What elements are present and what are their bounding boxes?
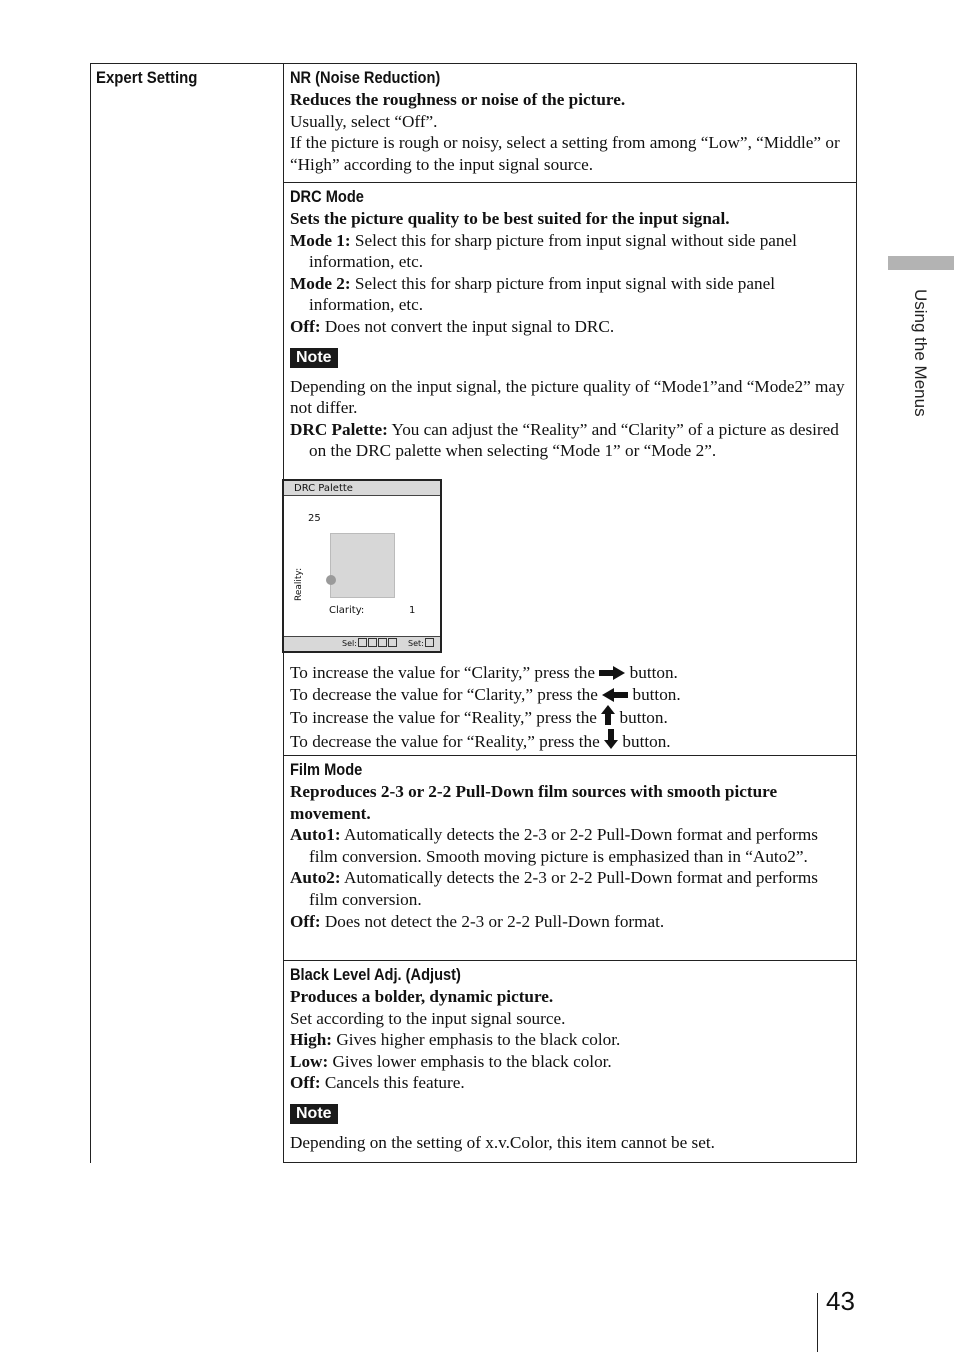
- dec-reality-text: To decrease the value for “Reality,” press the: [290, 731, 605, 751]
- right-key-icon: [388, 638, 397, 647]
- film-lead: Reproduces 2-3 or 2-2 Pull-Down film sources with smooth picture movement.: [290, 782, 778, 823]
- nr-heading: NR (Noise Reduction): [290, 68, 441, 87]
- clarity-axis-label: Clarity:: [329, 605, 365, 616]
- black-low: [290, 1051, 850, 1073]
- film-auto2: [290, 867, 850, 910]
- button-word: button.: [615, 708, 668, 728]
- table-right-border: [856, 63, 857, 1163]
- clarity-value: 1: [409, 605, 416, 616]
- palette-area: [330, 533, 395, 598]
- right-arrow-icon: [599, 666, 625, 680]
- nr-section: [290, 67, 850, 175]
- black-off-label: Off:: [290, 1073, 321, 1093]
- mode2-text: Select this for sharp picture from input signal with side panel information, etc.: [309, 273, 775, 315]
- sel-hint: [342, 637, 397, 651]
- film-off-text: Does not detect the 2-3 or 2-2 Pull-Down format.: [320, 911, 665, 931]
- black-off-text: Cancels this feature.: [320, 1073, 465, 1093]
- table-left-border: [90, 63, 91, 1163]
- drc-instructions: [290, 662, 850, 752]
- drc-lead: Sets the picture quality to be best suited for the input signal.: [290, 209, 730, 228]
- dec-reality-line: [290, 729, 850, 753]
- left-key-icon: [378, 638, 387, 647]
- black-heading: Black Level Adj. (Adjust): [290, 965, 461, 984]
- button-word: button.: [628, 684, 681, 704]
- table-bottom-border: [283, 1162, 857, 1163]
- drc-palette-desc: [290, 419, 850, 462]
- nr-line1: Usually, select “Off”.: [290, 111, 438, 131]
- film-off-label: Off:: [290, 911, 321, 931]
- row-divider: [283, 960, 857, 961]
- dec-clarity-line: [290, 684, 850, 706]
- black-lead: Produces a bolder, dynamic picture.: [290, 987, 554, 1006]
- low-text: Gives lower emphasis to the black color.: [328, 1051, 612, 1071]
- black-line1: Set according to the input signal source.: [290, 1008, 566, 1028]
- low-label: Low:: [290, 1051, 329, 1071]
- drc-mode1: [290, 230, 850, 273]
- row-divider: [283, 182, 857, 183]
- inc-reality-text: To increase the value for “Reality,” press the: [290, 708, 602, 728]
- set-label: Set:: [408, 639, 424, 648]
- film-section: [290, 759, 850, 932]
- mode1-label: Mode 1:: [290, 230, 351, 250]
- down-arrow-icon: [604, 729, 618, 749]
- drc-note-text: Depending on the input signal, the picture quality of “Mode1”and “Mode2” may not differ.: [290, 376, 845, 418]
- inc-clarity-line: [290, 662, 850, 684]
- up-key-icon: [358, 638, 367, 647]
- black-note-badge: Note: [290, 1104, 338, 1124]
- inc-reality-line: [290, 705, 850, 729]
- drc-palette-figure: [282, 479, 442, 653]
- film-off: [290, 911, 850, 933]
- palette-statusbar: [284, 636, 440, 651]
- nr-line2: If the picture is rough or noisy, select a setting from among “Low”, “Middle” or “High” according to the input signal source.: [290, 133, 840, 174]
- settings-table: [90, 63, 857, 1163]
- left-arrow-icon: [602, 688, 628, 702]
- reality-value: 25: [308, 513, 321, 524]
- palette-label: DRC Palette:: [290, 419, 388, 439]
- mode1-text: Select this for sharp picture from input signal without side panel information, etc.: [309, 230, 797, 272]
- enter-key-icon: [425, 638, 434, 647]
- inc-clarity-text: To increase the value for “Clarity,” press the: [290, 663, 600, 682]
- dec-clarity-text: To decrease the value for “Clarity,” press the: [290, 684, 603, 704]
- page-number-rule: [817, 1293, 818, 1352]
- drc-note-badge: Note: [290, 348, 338, 368]
- row-divider: [283, 755, 857, 756]
- button-word: button.: [625, 663, 678, 682]
- auto2-text: Automatically detects the 2-3 or 2-2 Pull-Down format and performs film conversion.: [309, 868, 818, 909]
- button-word: button.: [618, 731, 671, 751]
- black-level-section: [290, 964, 850, 1154]
- page-number: 43: [826, 1286, 855, 1316]
- high-label: High:: [290, 1030, 333, 1050]
- drc-off: [290, 316, 850, 338]
- side-tab-bar: [888, 256, 954, 270]
- table-top-border: [90, 63, 857, 64]
- off-text: Does not convert the input signal to DRC.: [320, 316, 615, 336]
- film-heading: Film Mode: [290, 760, 363, 779]
- up-arrow-icon: [601, 705, 615, 725]
- expert-setting-label: Expert Setting: [96, 68, 198, 87]
- palette-text: You can adjust the “Reality” and “Clarity” of a picture as desired on the DRC palette when selecting “Mode 1” or “Mode 2”.: [309, 419, 839, 461]
- black-high: [290, 1029, 850, 1051]
- drc-section: [290, 186, 850, 462]
- off-label: Off:: [290, 316, 321, 336]
- auto2-label: Auto2:: [290, 868, 341, 888]
- auto1-text: Automatically detects the 2-3 or 2-2 Pull-Down format and performs film conversion. Smooth moving picture is emphasized than in “Auto2”.: [309, 825, 818, 866]
- mode2-label: Mode 2:: [290, 273, 351, 293]
- film-auto1: [290, 824, 850, 867]
- nr-lead: Reduces the roughness or noise of the picture.: [290, 90, 626, 109]
- sel-label: Sel:: [342, 639, 357, 648]
- set-hint: [408, 637, 434, 651]
- palette-cursor: [326, 575, 336, 585]
- side-tab-label: Using the Menus: [911, 289, 930, 417]
- auto1-label: Auto1:: [290, 825, 341, 845]
- palette-title: DRC Palette: [284, 481, 440, 496]
- reality-axis-label: Reality:: [294, 567, 304, 601]
- black-note-text: Depending on the setting of x.v.Color, this item cannot be set.: [290, 1132, 715, 1152]
- drc-heading: DRC Mode: [290, 187, 364, 206]
- down-key-icon: [368, 638, 377, 647]
- drc-mode2: [290, 273, 850, 316]
- high-text: Gives higher emphasis to the black color.: [332, 1030, 621, 1050]
- black-off: [290, 1072, 850, 1094]
